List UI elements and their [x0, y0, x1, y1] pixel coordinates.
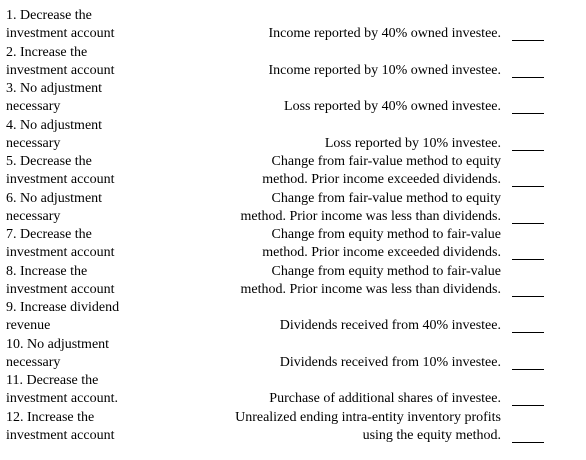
- option-label-continued: investment account.: [6, 391, 118, 407]
- item-description: method. Prior income was less than dividends.: [240, 281, 501, 297]
- item-description: Loss reported by 40% owned investee.: [284, 99, 501, 115]
- item-description: Income reported by 10% owned investee.: [268, 62, 501, 78]
- option-label: 5. Decrease the: [6, 154, 92, 169]
- item-description: Change from equity method to fair-value: [271, 227, 501, 242]
- option-label: 10. No adjustment: [6, 336, 110, 352]
- item-description: Purchase of additional shares of investee.: [269, 391, 501, 407]
- answer-blank[interactable]: [512, 332, 544, 333]
- option-label-continued: investment account: [6, 172, 115, 188]
- option-label-continued: investment account: [6, 281, 115, 297]
- option-label: 1. Decrease the: [6, 8, 92, 23]
- item-description: Loss reported by 10% investee.: [324, 135, 501, 151]
- item-description: Dividends received from 10% investee.: [279, 354, 501, 370]
- item-description: method. Prior income exceeded dividends.: [262, 172, 501, 188]
- answer-blank[interactable]: [512, 405, 544, 406]
- option-label-continued: necessary: [6, 99, 61, 115]
- item-description: Unrealized ending intra-entity inventory profits: [235, 409, 501, 425]
- option-label-continued: investment account: [6, 427, 115, 443]
- item-description: Income reported by 40% owned investee.: [268, 26, 501, 42]
- item-description: Change from fair-value method to equity: [271, 190, 501, 206]
- option-label: 12. Increase the: [6, 409, 95, 425]
- option-label-continued: investment account: [6, 62, 115, 78]
- option-label: 7. Decrease the: [6, 227, 92, 242]
- answer-blank[interactable]: [512, 369, 544, 370]
- answer-blank[interactable]: [512, 77, 544, 78]
- option-label-continued: necessary: [6, 135, 61, 151]
- answer-blank[interactable]: [512, 150, 544, 151]
- answer-blank[interactable]: [512, 113, 544, 114]
- answer-blank[interactable]: [512, 186, 544, 187]
- item-description: method. Prior income was less than dividends.: [240, 208, 501, 224]
- option-label: 2. Increase the: [6, 44, 88, 60]
- answer-blank[interactable]: [512, 296, 544, 297]
- option-label: 11. Decrease the: [6, 373, 99, 388]
- answer-blank[interactable]: [512, 442, 544, 443]
- option-label-continued: investment account: [6, 245, 115, 261]
- option-label: 3. No adjustment: [6, 81, 103, 96]
- option-label-continued: necessary: [6, 354, 61, 370]
- item-description: Dividends received from 40% investee.: [279, 318, 501, 334]
- answer-blank[interactable]: [512, 223, 544, 224]
- option-label: 4. No adjustment: [6, 117, 103, 133]
- item-description: method. Prior income exceeded dividends.: [262, 245, 501, 261]
- option-label: 6. No adjustment: [6, 190, 103, 206]
- answer-blank[interactable]: [512, 259, 544, 260]
- option-label: 8. Increase the: [6, 263, 88, 279]
- option-label-continued: revenue: [6, 318, 51, 334]
- option-label-continued: investment account: [6, 26, 115, 42]
- option-label-continued: necessary: [6, 208, 61, 224]
- option-label: 9. Increase dividend: [6, 300, 120, 315]
- item-description: using the equity method.: [362, 427, 501, 443]
- item-description: Change from equity method to fair-value: [271, 263, 501, 279]
- item-description: Change from fair-value method to equity: [271, 154, 501, 169]
- answer-blank[interactable]: [512, 40, 544, 41]
